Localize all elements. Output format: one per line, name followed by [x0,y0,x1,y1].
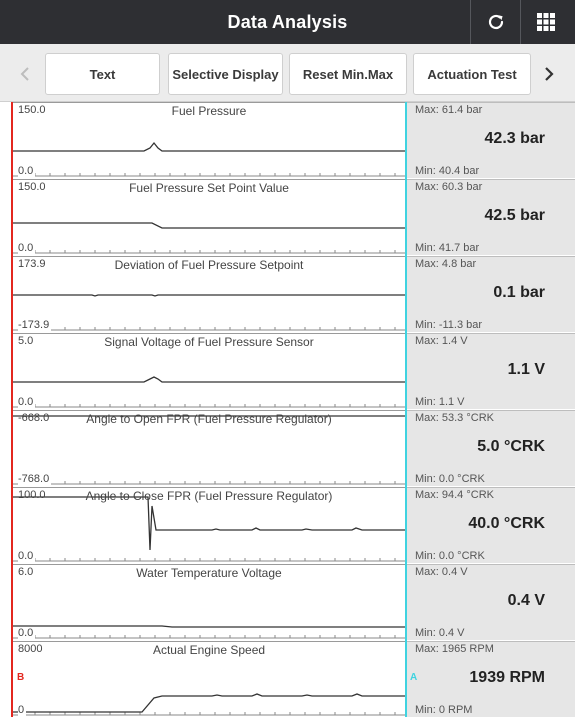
current-value: 5.0 °CRK [477,438,545,455]
header-bar [0,0,575,44]
min-value: Min: 0.0 °CRK [415,473,485,485]
scroll-right-button[interactable] [536,53,562,95]
graph-panel [0,487,575,563]
actuation-test-button[interactable]: Actuation Test [413,53,531,95]
graph-plot-area[interactable] [12,102,406,178]
axis-max-label: 100.0 [18,489,46,501]
graph-trace-line [12,143,406,151]
min-value: Min: 1.1 V [415,396,465,408]
max-value: Max: 4.8 bar [415,258,477,270]
current-value: 0.4 V [507,592,545,609]
graph-panel [0,410,575,486]
current-value: 40.0 °CRK [468,515,545,532]
current-value: 42.3 bar [484,130,545,147]
grid-icon [536,12,556,32]
axis-max-label: 173.9 [18,258,46,270]
text-button[interactable]: Text [45,53,160,95]
cursor-a-line[interactable] [405,102,407,717]
value-summary [407,564,575,640]
value-summary [407,179,575,255]
graph-trace-line [12,694,406,712]
axis-max-label: 5.0 [18,335,34,347]
axis-max-label: 150.0 [18,181,46,193]
max-value: Max: 0.4 V [415,566,468,578]
graph-panel [0,179,575,255]
axis-min-label: 0.0 [18,550,34,562]
max-value: Max: 53.3 °CRK [415,412,494,424]
axis-min-label: 0 [18,704,25,716]
refresh-icon [485,11,507,33]
current-value: 42.5 bar [484,207,545,224]
graph-parameter-name: Angle to Open FPR (Fuel Pressure Regulator) [86,412,332,426]
refresh-button[interactable] [470,0,520,44]
axis-min-label: 0.0 [18,627,34,639]
value-summary [407,641,575,717]
graph-panel [0,256,575,332]
min-value: Min: 40.4 bar [415,165,480,177]
graph-parameter-name: Actual Engine Speed [152,643,266,657]
graph-trace-line [12,626,406,627]
axis-min-label: -173.9 [18,319,50,331]
current-value: 1939 RPM [469,669,545,686]
graph-panel [0,333,575,409]
min-value: Min: 0.4 V [415,627,465,639]
graph-parameter-name: Signal Voltage of Fuel Pressure Sensor [104,335,314,349]
min-value: Min: -11.3 bar [415,319,483,331]
value-summary [407,410,575,486]
axis-min-label: 0.0 [18,396,34,408]
max-value: Max: 61.4 bar [415,104,483,116]
current-value: 1.1 V [507,361,545,378]
grid-menu-button[interactable] [520,0,570,44]
reset-min-max-button[interactable]: Reset Min.Max [289,53,407,95]
graph-trace-line [12,497,406,550]
page-title: Data Analysis [227,11,348,32]
graph-trace-line [12,223,406,228]
axis-max-label: -668.0 [18,412,50,424]
min-value: Min: 0.0 °CRK [415,550,485,562]
cursor-a-marker: A [410,672,418,683]
axis-min-label: 0.0 [18,242,34,254]
graph-parameter-name: Deviation of Fuel Pressure Setpoint [114,258,304,272]
value-summary [407,333,575,409]
axis-min-label: 0.0 [18,165,34,177]
graph-plot-area[interactable] [12,179,406,255]
graph-panel [0,641,575,717]
toolbar [0,44,575,102]
axis-max-label: 8000 [18,643,43,655]
graph-plot-area[interactable] [12,641,406,717]
min-value: Min: 0 RPM [415,704,473,716]
graph-plot-area[interactable] [12,333,406,409]
min-value: Min: 41.7 bar [415,242,480,254]
axis-max-label: 6.0 [18,566,34,578]
graph-trace-line [12,377,406,382]
graph-plot-area[interactable] [12,487,406,563]
graph-plot-area[interactable] [12,564,406,640]
graph-panel [0,564,575,640]
selective-display-button[interactable]: Selective Display [168,53,283,95]
value-summary [407,256,575,332]
graph-panel [0,102,575,178]
graph-plot-area[interactable] [12,410,406,486]
axis-max-label: 150.0 [18,104,46,116]
graph-parameter-name: Water Temperature Voltage [136,566,282,580]
graph-parameter-name: Fuel Pressure Set Point Value [129,181,289,195]
graph-parameter-name: Fuel Pressure [171,104,247,118]
current-value: 0.1 bar [493,284,545,301]
max-value: Max: 60.3 bar [415,181,483,193]
graph-panels [0,102,575,717]
graph-plot-area[interactable] [12,256,406,332]
chevron-right-icon [543,66,555,82]
max-value: Max: 1965 RPM [415,643,494,655]
cursor-b-line[interactable] [11,102,13,717]
max-value: Max: 94.4 °CRK [415,489,494,501]
value-summary [407,487,575,563]
max-value: Max: 1.4 V [415,335,468,347]
cursor-b-marker: B [17,672,25,683]
graph-parameter-name: Angle to Close FPR (Fuel Pressure Regulator) [85,489,333,503]
scroll-left-button[interactable] [12,53,38,95]
graph-trace-line [12,295,406,296]
chevron-left-icon [19,66,31,82]
value-summary [407,102,575,178]
axis-min-label: -768.0 [18,473,50,485]
